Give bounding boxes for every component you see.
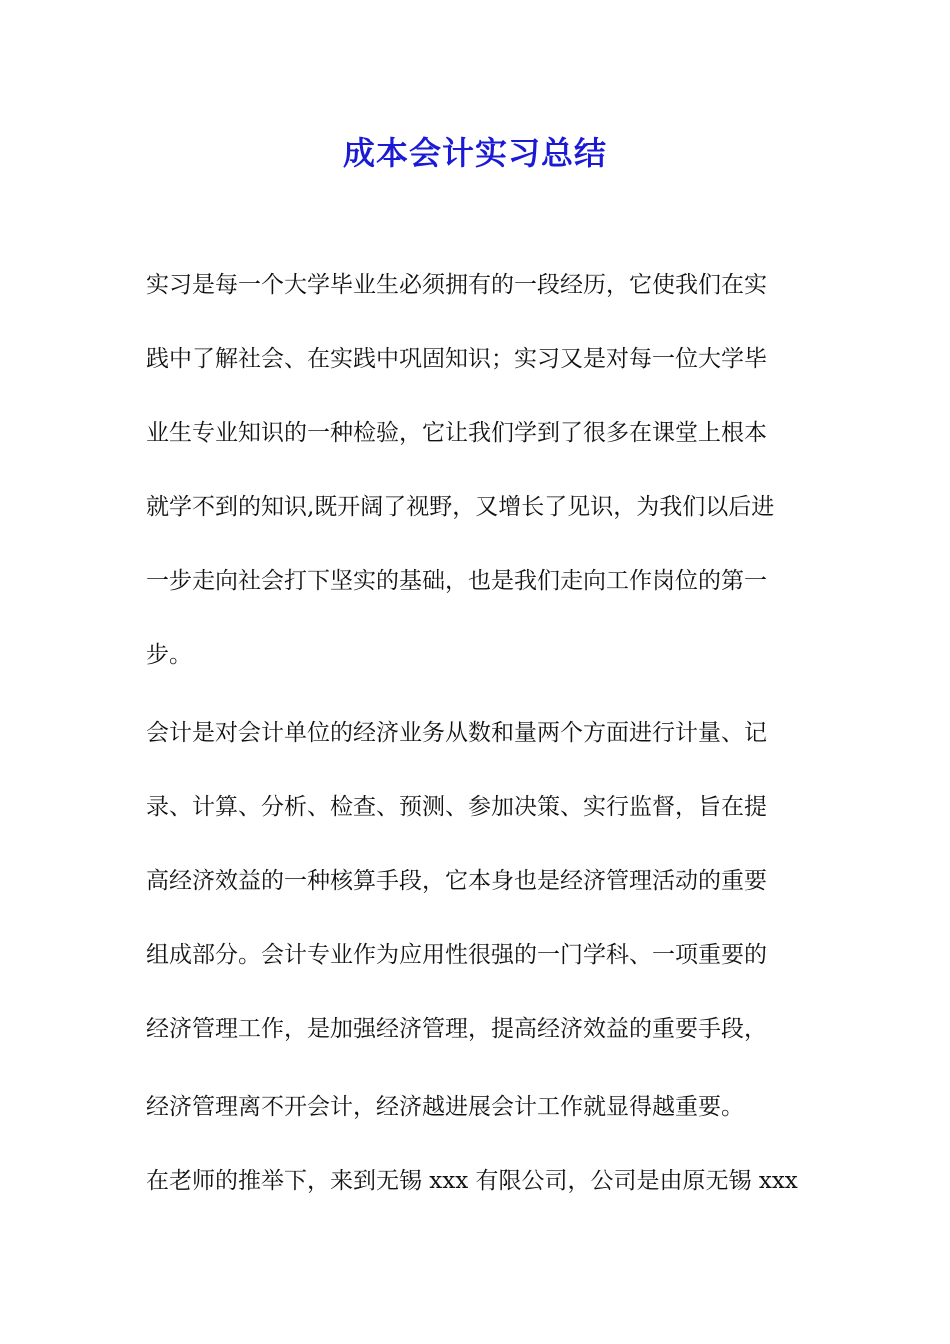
body-line: 高经济效益的一种核算手段，它本身也是经济管理活动的重要 <box>146 868 767 894</box>
body-line: 就学不到的知识,既开阔了视野，又增长了见识，为我们以后进 <box>146 494 775 520</box>
body-line: 会计是对会计单位的经济业务从数和量两个方面进行计量、记 <box>146 720 767 746</box>
body-line: 经济管理离不开会计，经济越进展会计工作就显得越重要。 <box>146 1094 744 1120</box>
body-line: 录、计算、分析、检查、预测、参加决策、实行监督，旨在提 <box>146 794 767 820</box>
document-title: 成本会计实习总结 <box>342 134 607 172</box>
body-line: 践中了解社会、在实践中巩固知识；实习又是对每一位大学毕 <box>146 346 767 372</box>
body-line: 步。 <box>146 642 192 668</box>
body-line: 业生专业知识的一种检验，它让我们学到了很多在课堂上根本 <box>146 420 767 446</box>
body-line: 实习是每一个大学毕业生必须拥有的一段经历，它使我们在实 <box>146 272 767 298</box>
body-line: 在老师的推举下，来到无锡 xxx 有限公司，公司是由原无锡 xxx <box>146 1168 798 1194</box>
body-line: 经济管理工作，是加强经济管理，提高经济效益的重要手段， <box>146 1016 767 1042</box>
body-line: 一步走向社会打下坚实的基础，也是我们走向工作岗位的第一 <box>146 568 767 594</box>
body-line: 组成部分。会计专业作为应用性很强的一门学科、一项重要的 <box>146 942 767 968</box>
